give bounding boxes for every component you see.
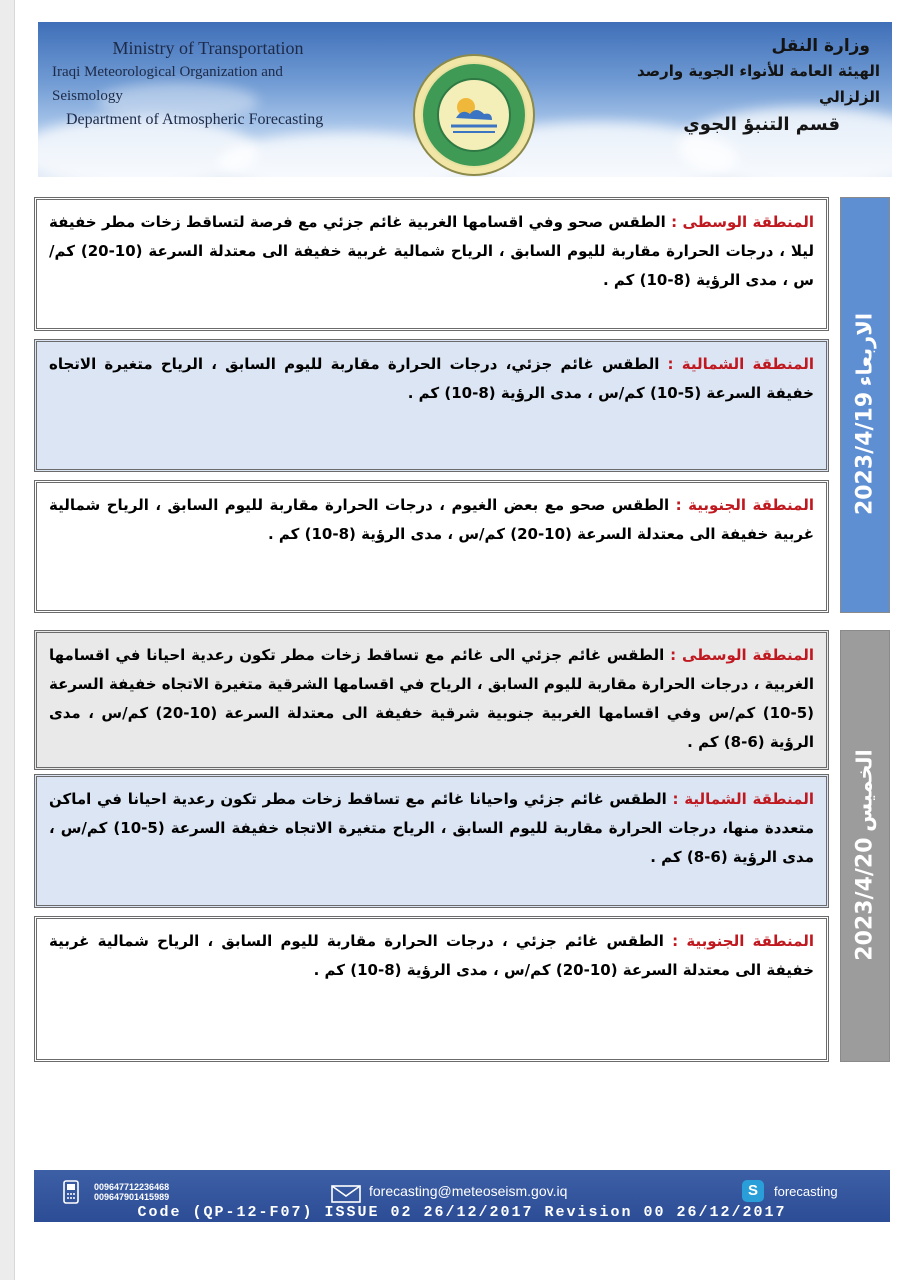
region-card (34, 197, 829, 331)
region-card (34, 480, 829, 613)
header-banner (38, 22, 892, 177)
skype-handle[interactable]: forecasting (774, 1184, 838, 1199)
skype-icon: S (742, 1180, 764, 1202)
region-card (34, 339, 829, 472)
region-forecast-text: الطقس صحو مع بعض الغيوم ، درجات الحرارة مقاربة لليوم السابق ، الرياح شمالية غربية خفيفة الى معتدلة السرعة (10-20) كم/س ، مدى الرؤية (8-10) كم . (49, 496, 814, 543)
date-bar (840, 197, 890, 613)
region-name: المنطقة الجنوبية (688, 496, 814, 514)
date-value: 2023/4/20 (852, 837, 878, 961)
phone-icon (62, 1180, 80, 1204)
date-bar (840, 630, 890, 1062)
weekday-name: الخميس (852, 749, 877, 832)
region-forecast-text: الطقس صحو وفي اقسامها الغربية غائم جزئي مع فرصة لتساقط زخات مطر خفيفة ليلا ، درجات الحرارة مقاربة لليوم السابق ، الرياح شمالية غربية خفيفة الى معتدلة السرعة (10-20) كم/س ، مدى الرؤية (8-10) كم . (49, 213, 814, 289)
region-separator: : (667, 355, 674, 373)
document-code: Code (QP-12-F07) ISSUE 02 26/12/2017 Revision 00 26/12/2017 (137, 1204, 787, 1221)
organization-logo-icon (411, 52, 537, 177)
region-forecast-text: الطقس غائم جزئي، درجات الحرارة مقاربة لليوم السابق ، الرياح متغيرة الاتجاه خفيفة السرعة (5-10) كم/س ، مدى الرؤية (8-10) كم . (49, 355, 814, 402)
phone-numbers (94, 1182, 169, 1202)
organization-en: Iraqi Meteorological Organization and Seismology (52, 64, 283, 104)
department-ar: قسم التنبؤ الجوي (683, 114, 840, 135)
page-edge (0, 0, 15, 1280)
region-name: المنطقة الوسطى (682, 213, 814, 231)
region-card (34, 916, 829, 1062)
day-forecast (34, 630, 890, 1062)
date-label (853, 731, 878, 960)
region-forecast-text: الطقس غائم جزئي ، درجات الحرارة مقاربة لليوم السابق ، الرياح شمالية غربية خفيفة الى معتدلة السرعة (10-20) كم/س ، مدى الرؤية (8-10) كم . (49, 932, 814, 979)
day-forecast (34, 197, 890, 613)
date-value: 2023/4/19 (852, 391, 878, 516)
footer-bar (34, 1170, 890, 1222)
department-en: Department of Atmospheric Forecasting (66, 111, 324, 128)
ministry-en: Ministry of Transportation (112, 38, 304, 58)
region-forecast-text: الطقس غائم جزئي واحيانا غائم مع تساقط زخات مطر تكون رعدية احيانا في اماكن متعددة منها، درجات الحرارة مقاربة لليوم السابق ، الرياح متغيرة الاتجاه خفيفة السرعة (5-10) كم/س ، مدى الرؤية (6-8) كم . (49, 790, 814, 866)
phone-number: 009647712236468 (94, 1182, 170, 1192)
region-separator: : (672, 790, 679, 808)
phone-number: 009647901415989 (94, 1192, 170, 1202)
organization-ar: الهيئة العامة للأنواء الجوية وارصد الزلزالي (636, 62, 880, 106)
date-label (853, 295, 878, 515)
region-forecast-text: الطقس غائم جزئي الى غائم مع تساقط زخات مطر تكون رعدية احيانا في اقسامها الغربية ، درجات الحرارة مقاربة لليوم السابق ، الرياح في اقسامها الشرقية متغيرة الاتجاه خفيفة السرعة (5-10) كم/س وفي اقسامها الغربية جنوبية شرقية خفيفة الى معتدلة السرعة (10-20) كم/س ، مدى الرؤية (6-8) كم . (49, 646, 814, 751)
region-name: المنطقة الشمالية (681, 355, 814, 373)
weekday-name: الاربعاء (852, 312, 877, 387)
region-card (34, 630, 829, 770)
region-separator: : (675, 496, 682, 514)
region-name: المنطقة الوسطى (681, 646, 814, 664)
mail-icon (331, 1185, 361, 1203)
email-address[interactable]: forecasting@meteoseism.gov.iq (369, 1183, 568, 1199)
region-separator: : (671, 213, 678, 231)
header-english (38, 36, 338, 132)
region-name: المنطقة الشمالية (684, 790, 814, 808)
ministry-ar: وزارة النقل (771, 36, 870, 56)
header-arabic (610, 34, 880, 140)
region-separator: : (672, 932, 679, 950)
region-name: المنطقة الجنوبية (686, 932, 814, 950)
region-separator: : (670, 646, 677, 664)
region-card (34, 774, 829, 908)
